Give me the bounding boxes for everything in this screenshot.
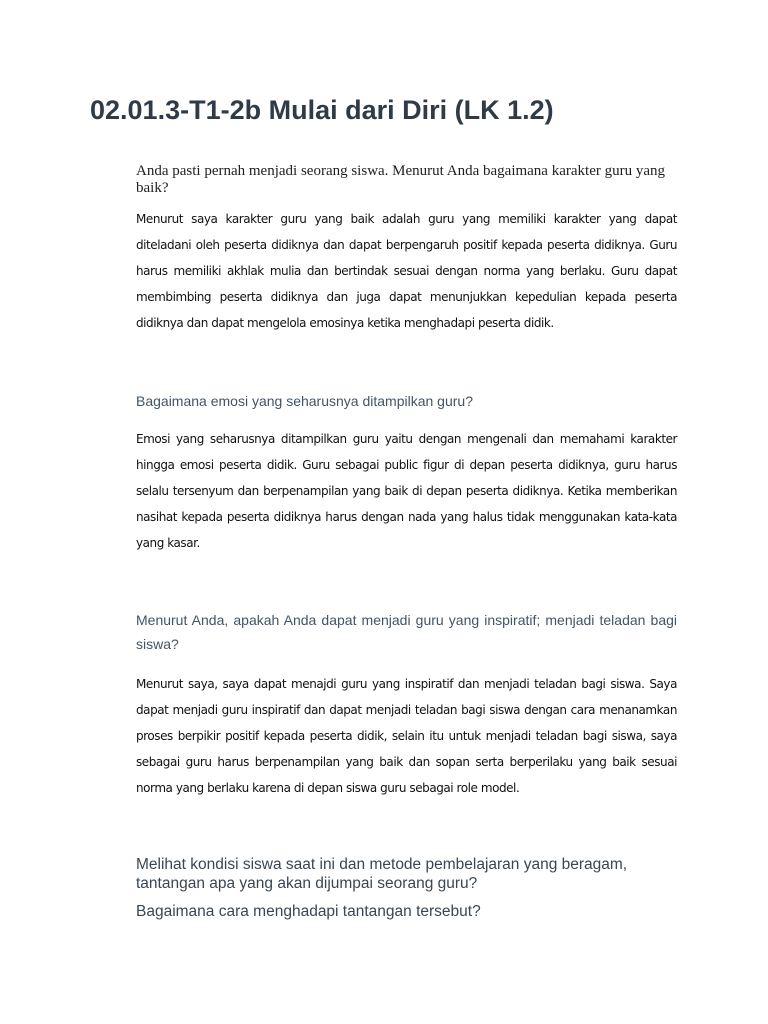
- question-4b: Bagaimana cara menghadapi tantangan tersebut?: [136, 903, 481, 920]
- question-2: Bagaimana emosi yang seharusnya ditampilkan guru?: [136, 393, 473, 409]
- page-title: 02.01.3-T1-2b Mulai dari Diri (LK 1.2): [90, 95, 554, 125]
- answer-2: Emosi yang seharusnya ditampilkan guru yaitu dengan mengenali dan memahami karakter hingga emosi peserta didik. Guru sebagai public figur di depan peserta didiknya, guru harus selalu tersenyum dan berpenampilan yang baik di depan peserta didiknya. Ketika memberikan nasihat kepada peserta didiknya harus dengan nada yang halus tidak menggunakan kata-kata yang kasar.: [136, 432, 677, 550]
- answer-3: Menurut saya, saya dapat menajdi guru yang inspiratif dan menjadi teladan bagi siswa. Saya dapat menjadi guru inspiratif dan dapat menjadi teladan bagi siswa dengan cara menanamkan proses berpikir positif kepada peserta didik, selain itu untuk menjadi teladan bagi siswa, saya sebagai guru harus berpenampilan yang baik dan sopan serta berperilaku yang baik sesuai norma yang berlaku karena di depan siswa guru sebagai role model.: [136, 677, 677, 795]
- question-3: Menurut Anda, apakah Anda dapat menjadi guru yang inspiratif; menjadi teladan bagi siswa?: [136, 612, 677, 652]
- question-1: Anda pasti pernah menjadi seorang siswa. Menurut Anda bagaimana karakter guru yang baik?: [136, 163, 665, 196]
- question-4: Melihat kondisi siswa saat ini dan metode pembelajaran yang beragam, tantangan apa yang akan dijumpai seorang guru?: [136, 856, 628, 892]
- answer-1: Menurut saya karakter guru yang baik adalah guru yang memiliki karakter yang dapat diteladani oleh peserta didiknya dan dapat berpengaruh positif kepada peserta didiknya. Guru harus memiliki akhlak mulia dan bertindak sesuai dengan norma yang berlaku. Guru dapat membimbing peserta didiknya dan juga dapat menunjukkan kepedulian kepada peserta didiknya dan dapat mengelola emosinya ketika menghadapi peserta didik.: [136, 212, 677, 330]
